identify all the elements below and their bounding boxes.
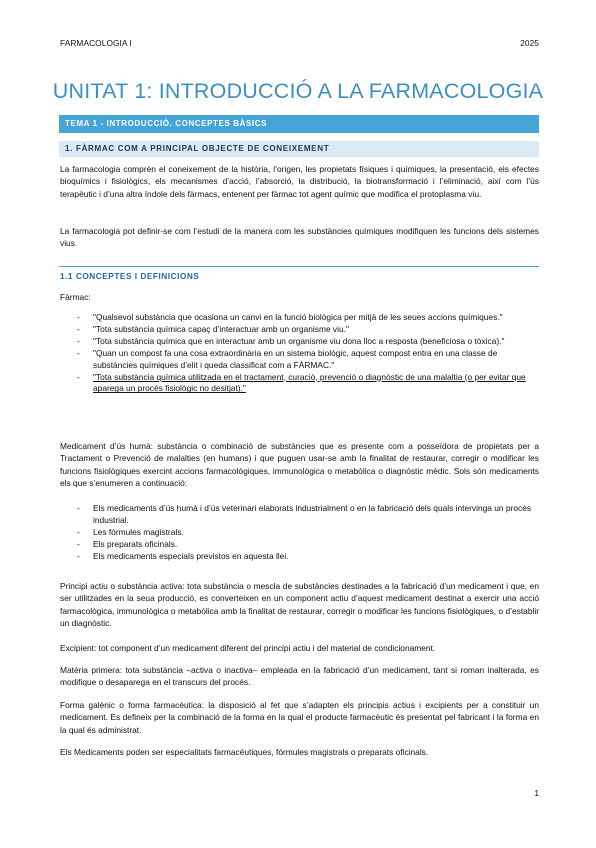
paragraph-medicament: Medicament d’ús humà: substància o combinació de substàncies que es presente com a posseïdora de propietats per a Tractament o Prevenció de malalties (en humans) i que puguen usar-se amb la finalitat de restaurar, corregir o modificar les funcions fisiològiques exercint accions farmacològiques, immunològica o metabòlica o diagnòstic mèdic. Sols són medicaments els que s’enumeren a continuació: xyxy=(60,441,539,488)
list-item: - Els preparats oficinals. xyxy=(77,538,178,549)
list-item: - "Tota substància química capaç d’interactuar amb un organisme viu." xyxy=(77,323,349,334)
paragraph-intro: La farmacologia comprèn el coneixement de la història, l’origen, les propietats físiques i químiques, la presentació, els efectes bioquímics i fisiològics, els mecanismes d’acció, l’absorció, la distribució, la biotransformació i l’eliminació, així com l’ús terapèutic i d’una altra índole dels fàrmacs, entenent per fàrmac tot agent químic que modifica el protoplasma viu. xyxy=(60,164,539,199)
paragraph-principi-actiu: Principi actiu o substància activa: tota substància o mescla de substàncies destinades a la fabricació d’un medicament i que, en ser utilitzades en la seua producció, es converteixen en un component actiu d’aquest medicament destinat a exercir una acció farmacològica, immunològica o metabòlica amb la finalitat de restaurar, corregir o modificar les funcions fisiològiques, o d’establir un diagnòstic. xyxy=(60,581,539,628)
farmac-label: Fàrmac: xyxy=(60,292,91,302)
unit-title: UNITAT 1: INTRODUCCIÓ A LA FARMACOLOGIA xyxy=(52,79,544,103)
paragraph-forma-galenica: Forma galènic o forma farmacèutica: la disposició al fet que s’adapten els principis actius i excipients per a constituir un medicament. Es defineix per la combinació de la forma en la qual el producte farmacèutic és presentat pel fabricant i la forma en la qual és administrat. xyxy=(60,700,539,735)
list-item: - "Qualsevol substància que ocasiona un canvi en la funció biològica per mitjà de les seues accions químiques." xyxy=(77,312,503,322)
section-heading: 1. FÀRMAC COM A PRINCIPAL OBJECTE DE CONEIXEMENT xyxy=(59,141,539,157)
list-item: - "Tota substància química utilitzada en el tractament, curació, prevenció o diagnòstic de una malaltia (o per evitar que aparega un procés fisiològic no desitjat)." xyxy=(77,371,526,394)
paragraph-medicament-types: Els Medicaments poden ser especialitats farmacèutiques, fórmules magistrals o preparats oficinals. xyxy=(60,747,429,757)
list-item: - "Tota substància química que en interactuar amb un organisme viu dona lloc a resposta (beneficiosa o tòxica)." xyxy=(77,335,505,346)
paragraph-excipient: Excipient: tot component d’un medicament diferent del principi actiu i del material de condicionament. xyxy=(60,643,436,653)
list-item: - Les fórmules magistrals. xyxy=(77,526,184,537)
medicament-list xyxy=(60,503,539,563)
paragraph-materia-primera: Matèria primera: tota substància –activa o inactiva– empleada en la fabricació d’un medicament, tant si roman inalterada, es modifique o desaparega en el transcurs del procés. xyxy=(60,665,539,688)
topic-heading: TEMA 1 - INTRODUCCIÓ. CONCEPTES BÀSICS xyxy=(59,115,539,133)
list-item: - Els medicaments d’ús humà i d’ús veterinari elaborats industrialment o en la fabricació dels quals intervinga un procés industrial. xyxy=(77,503,532,525)
page-number: 1 xyxy=(534,788,539,798)
farmac-definition-list xyxy=(60,312,539,395)
list-item: - Els medicaments especials previstos en aquesta llei. xyxy=(77,550,289,561)
subsection-heading: 1.1 CONCEPTES I DEFINICIONS xyxy=(60,271,200,281)
header-course: FARMACOLOGIA I xyxy=(60,38,132,48)
header-year: 2025 xyxy=(520,38,539,48)
section-divider xyxy=(59,266,539,267)
paragraph-definition: La farmacologia pot definir-se com l’estudi de la manera com les substàncies químiques modifiquen les funcions dels sistemes vius. xyxy=(60,226,539,249)
list-item: - "Quan un compost fa una cosa extraordinària en un sistema biològic, aquest compost entra en una classe de substàncies químiques d’elit i queda classificat com a FÀRMAC." xyxy=(77,347,498,370)
